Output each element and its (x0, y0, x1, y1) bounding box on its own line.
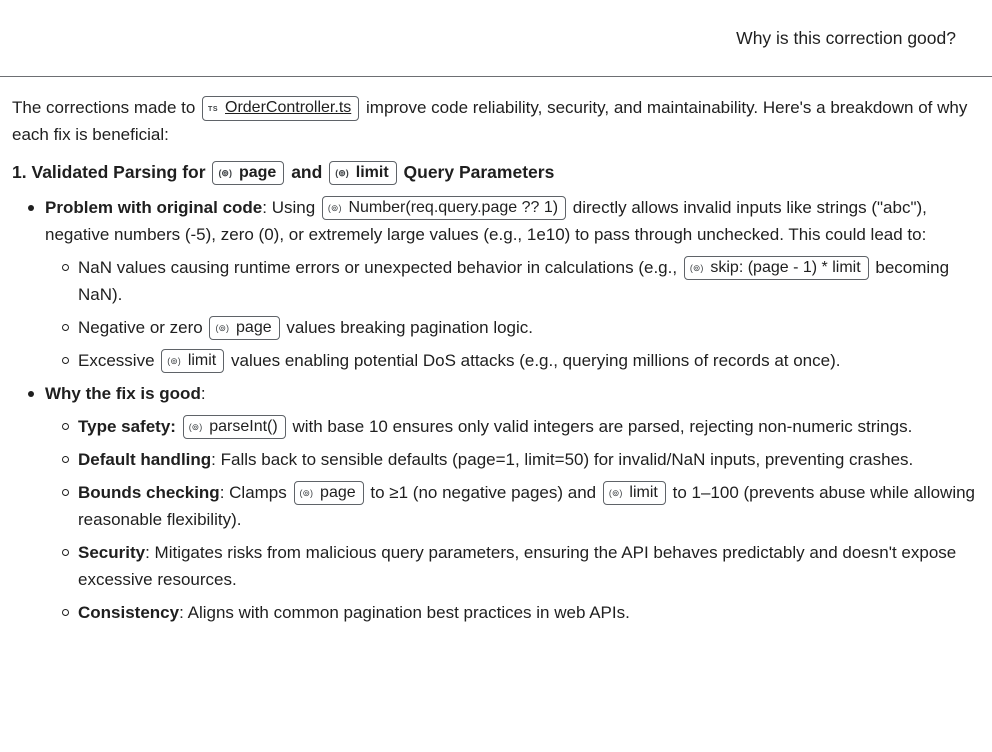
fix-label: Why the fix is good (45, 384, 201, 403)
code-text: limit (187, 352, 217, 369)
code-icon: (⊚) (689, 263, 704, 273)
list-item (78, 347, 982, 374)
main-list (12, 194, 982, 626)
intro-text-after: improve code reliability, security, and maintainability. Here's a breakdown of why each fix is beneficial: (12, 98, 968, 144)
list-item (78, 314, 982, 341)
item-text: : Falls back to sensible defaults (page=1, limit=50) for invalid/NaN inputs, preventing crashes. (211, 450, 914, 469)
intro-paragraph (12, 94, 982, 148)
code-text: limit (355, 164, 389, 181)
item-text: Negative or zero (78, 318, 203, 337)
assistant-response (12, 94, 982, 632)
code-chip-page[interactable] (209, 316, 279, 340)
item-text: NaN values causing runtime errors or unexpected behavior in calculations (e.g., (78, 258, 678, 277)
item-label: Bounds checking (78, 483, 220, 502)
code-text: page (238, 164, 277, 181)
item-text: to ≥1 (no negative pages) and (370, 483, 597, 502)
section-number: 1. (12, 162, 27, 182)
fix-sublist (45, 413, 982, 626)
code-icon: (⊚) (335, 168, 349, 178)
list-item-consistency (78, 599, 982, 626)
code-chip-parseint[interactable] (183, 415, 286, 439)
typescript-icon: TS (208, 106, 218, 113)
code-chip-number-query[interactable] (322, 196, 566, 220)
item-text: Excessive (78, 351, 155, 370)
fix-colon: : (200, 384, 206, 403)
code-text: limit (629, 484, 658, 501)
code-chip-page[interactable] (294, 481, 364, 505)
section-heading (12, 159, 982, 186)
section-title-part2: Query Parameters (403, 162, 555, 182)
section-title-and: and (291, 162, 323, 182)
code-chip-limit[interactable] (161, 349, 224, 373)
file-name: OrderController.ts (225, 99, 352, 116)
item-text: : Aligns with common pagination best practices in web APIs. (179, 603, 630, 622)
code-icon: (⊚) (299, 488, 314, 498)
item-text: : Clamps (219, 483, 287, 502)
file-reference-chip[interactable] (202, 96, 359, 121)
code-text: parseInt() (209, 418, 278, 435)
code-icon: (⊚) (167, 356, 181, 366)
code-text: Number(req.query.page ?? 1) (348, 199, 559, 216)
list-item-problem (45, 194, 982, 374)
item-text: to 1–100 (prevents abuse while allowing reasonable flexibility). (78, 483, 976, 529)
code-icon: (⊚) (215, 323, 230, 333)
chat-header (0, 0, 992, 77)
item-text: becoming NaN). (78, 258, 950, 304)
code-text: page (236, 319, 272, 336)
problem-sublist (45, 254, 982, 374)
item-text: : Mitigates risks from malicious query parameters, ensuring the API behaves predictably and doesn't expose excessive resources. (78, 543, 957, 589)
item-label: Security (78, 543, 146, 562)
item-label: Default handling (78, 450, 212, 469)
list-item (78, 254, 982, 308)
list-item-type-safety (78, 413, 982, 440)
code-text: skip: (page - 1) * limit (710, 259, 861, 276)
list-item-security (78, 539, 982, 593)
problem-text-2: directly allows invalid inputs like strings ("abc"), negative numbers (-5), zero (0), or extremely large values (e.g., 1e10) to pass through unchecked. This could lead to: (45, 198, 927, 244)
code-chip-limit[interactable] (329, 161, 396, 185)
code-chip-skip[interactable] (684, 256, 869, 280)
item-label: Consistency (78, 603, 180, 622)
code-text: page (320, 484, 356, 501)
item-text: values breaking pagination logic. (286, 318, 534, 337)
problem-text-1: : Using (262, 198, 316, 217)
code-icon: (⊚) (327, 203, 342, 213)
list-item-fix (45, 380, 982, 626)
item-label: Type safety: (78, 417, 176, 436)
section-title-part1: Validated Parsing for (31, 162, 206, 182)
code-icon: (⊚) (188, 422, 203, 432)
code-chip-limit[interactable] (603, 481, 666, 505)
list-item-bounds-checking (78, 479, 982, 533)
code-icon: (⊚) (218, 168, 232, 178)
item-text: with base 10 ensures only valid integers are parsed, rejecting non-numeric strings. (292, 417, 913, 436)
intro-text-before: The corrections made to (12, 98, 196, 117)
code-icon: (⊚) (608, 488, 623, 498)
user-question: Why is this correction good? (736, 28, 956, 48)
item-text: values enabling potential DoS attacks (e.g., querying millions of records at once). (230, 351, 841, 370)
code-chip-page[interactable] (212, 161, 284, 185)
list-item-default-handling (78, 446, 982, 473)
problem-label: Problem with original code (45, 198, 263, 217)
